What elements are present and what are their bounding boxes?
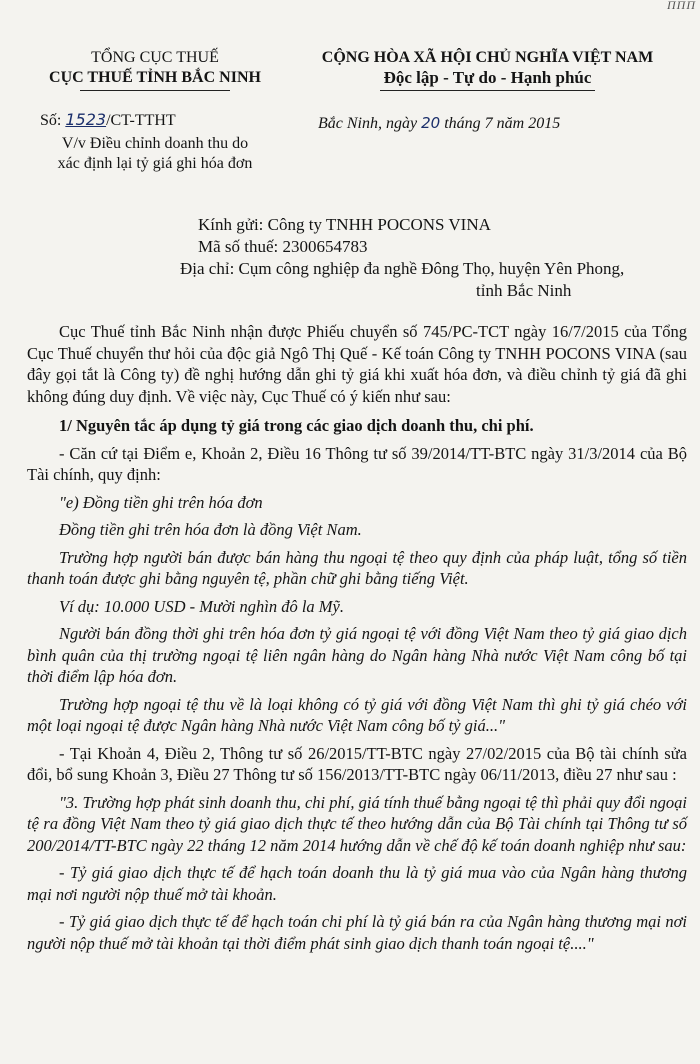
date-line [318,114,560,133]
doc-number-handwritten: 1523 [65,110,107,129]
basis-1-paragraph: - Căn cứ tại Điểm e, Khoản 2, Điều 16 Thông tư số 39/2014/TT-BTC ngày 31/3/2014 của Bộ Tài chính, quy định: [27,443,687,484]
doc-number-suffix: /CT-TTHT [106,112,176,129]
nation-name: CỘNG HÒA XÃ HỘI CHỦ NGHĨA VIỆT NAM [321,49,654,66]
issuer-underline [80,90,230,91]
national-motto: Độc lập - Tự do - Hạnh phúc [383,68,592,87]
national-header [290,48,685,91]
recipient-tax-code: Mã số thuế: 2300654783 [198,237,368,256]
recipient-address-1: Địa chỉ: Cụm công nghiệp đa nghề Đông Thọ, huyện Yên Phong, [180,259,625,278]
date-day-handwritten: 20 [421,114,441,132]
intro-paragraph: Cục Thuế tỉnh Bắc Ninh nhận được Phiếu chuyển số 745/PC-TCT ngày 16/7/2015 của Tổng Cục Thuế chuyển thư hỏi của độc giả Ngô Thị Quế - Kế toán Công ty TNHH POCONS VINA (sau đây gọi tắt là Công ty) đề nghị hướng dẫn ghi tỷ giá khi xuất hóa đơn, và điều chỉnh tỷ giá đã ghi không đúng duy định. Về việc này, Cục Thuế có ý kiến như sau: [27,322,687,406]
basis-2-paragraph: - Tại Khoản 4, Điều 2, Thông tư số 26/2015/TT-BTC ngày 27/02/2015 của Bộ tài chính sửa đổi, bổ sung Khoản 3, Điều 27 Thông tư số 156/2013/TT-BTC ngày 06/11/2013, điều 27 như sau : [27,743,687,784]
issuer-header [30,48,280,91]
section-1-heading: 1/ Nguyên tắc áp dụng tỷ giá trong các giao dịch doanh thu, chi phí. [59,416,534,435]
quote-expense-rate: - Tỷ giá giao dịch thực tế để hạch toán chi phí là tỷ giá bán ra của Ngân hàng thương mại nơi người nộp thuế mở tài khoản tại thời điểm phát sinh giao dịch thanh toán ngoại tệ...." [27,912,687,953]
quote-currency: Đồng tiền ghi trên hóa đơn là đồng Việt Nam. [59,520,362,539]
quote-revenue-rate: - Tỷ giá giao dịch thực tế để hạch toán doanh thu là tỷ giá mua vào của Ngân hàng thương mại nơi người nộp thuế mở tài khoản. [27,863,687,904]
document-number [40,110,176,130]
doc-number-prefix: Số: [40,112,66,129]
motto-underline [380,90,595,91]
quote-foreign-sales: Trường hợp người bán được bán hàng thu ngoại tệ theo quy định của pháp luật, tổng số tiền thanh toán được ghi bằng nguyên tệ, phần chữ ghi bằng tiếng Việt. [27,547,687,588]
recipient-block [180,214,625,302]
letter-body [27,321,687,954]
quote-cross-rate: Trường hợp ngoại tệ thu về là loại không có tỷ giá với đồng Việt Nam thì ghi tỷ giá chéo với một loại ngoại tệ được Ngân hàng Nhà nước Việt Nam công bố tỷ giá..." [27,694,687,735]
date-prefix: Bắc Ninh, ngày [318,115,422,132]
date-suffix: tháng 7 năm 2015 [440,115,561,132]
subject-line-2: xác định lại tỷ giá ghi hóa đơn [57,155,253,172]
recipient-to: Kính gửi: Công ty TNHH POCONS VINA [198,215,491,234]
department-name: CỤC THUẾ TỈNH BẮC NINH [49,69,261,86]
agency-name: TỔNG CỤC THUẾ [91,49,219,66]
page-corner-mark: ΠΠΠ [667,0,696,12]
recipient-address-2: tỉnh Bắc Ninh [476,281,572,300]
quote-example: Ví dụ: 10.000 USD - Mười nghìn đô la Mỹ. [59,596,344,616]
document-subject [20,134,290,174]
quote-exchange-rate: Người bán đồng thời ghi trên hóa đơn tỷ giá ngoại tệ với đồng Việt Nam theo tỷ giá giao dịch bình quân của thị trường ngoại tệ liên ngân hàng do Ngân hàng Nhà nước Việt Nam công bố tại thời điểm lập hóa đơn. [27,624,687,686]
quote-clause-3: "3. Trường hợp phát sinh doanh thu, chi phí, giá tính thuế bằng ngoại tệ thì phải quy đổi ngoại tệ ra đồng Việt Nam theo tỷ giá giao dịch thực tế theo hướng dẫn của Bộ Tài chính tại Thông tư số 200/2014/TT-BTC ngày 22 tháng 12 năm 2014 hướng dẫn về chế độ kế toán doanh nghiệp như sau: [27,792,687,855]
subject-line-1: V/v Điều chỉnh doanh thu do [61,135,249,152]
quote-e-heading: "e) Đồng tiền ghi trên hóa đơn [59,492,263,512]
